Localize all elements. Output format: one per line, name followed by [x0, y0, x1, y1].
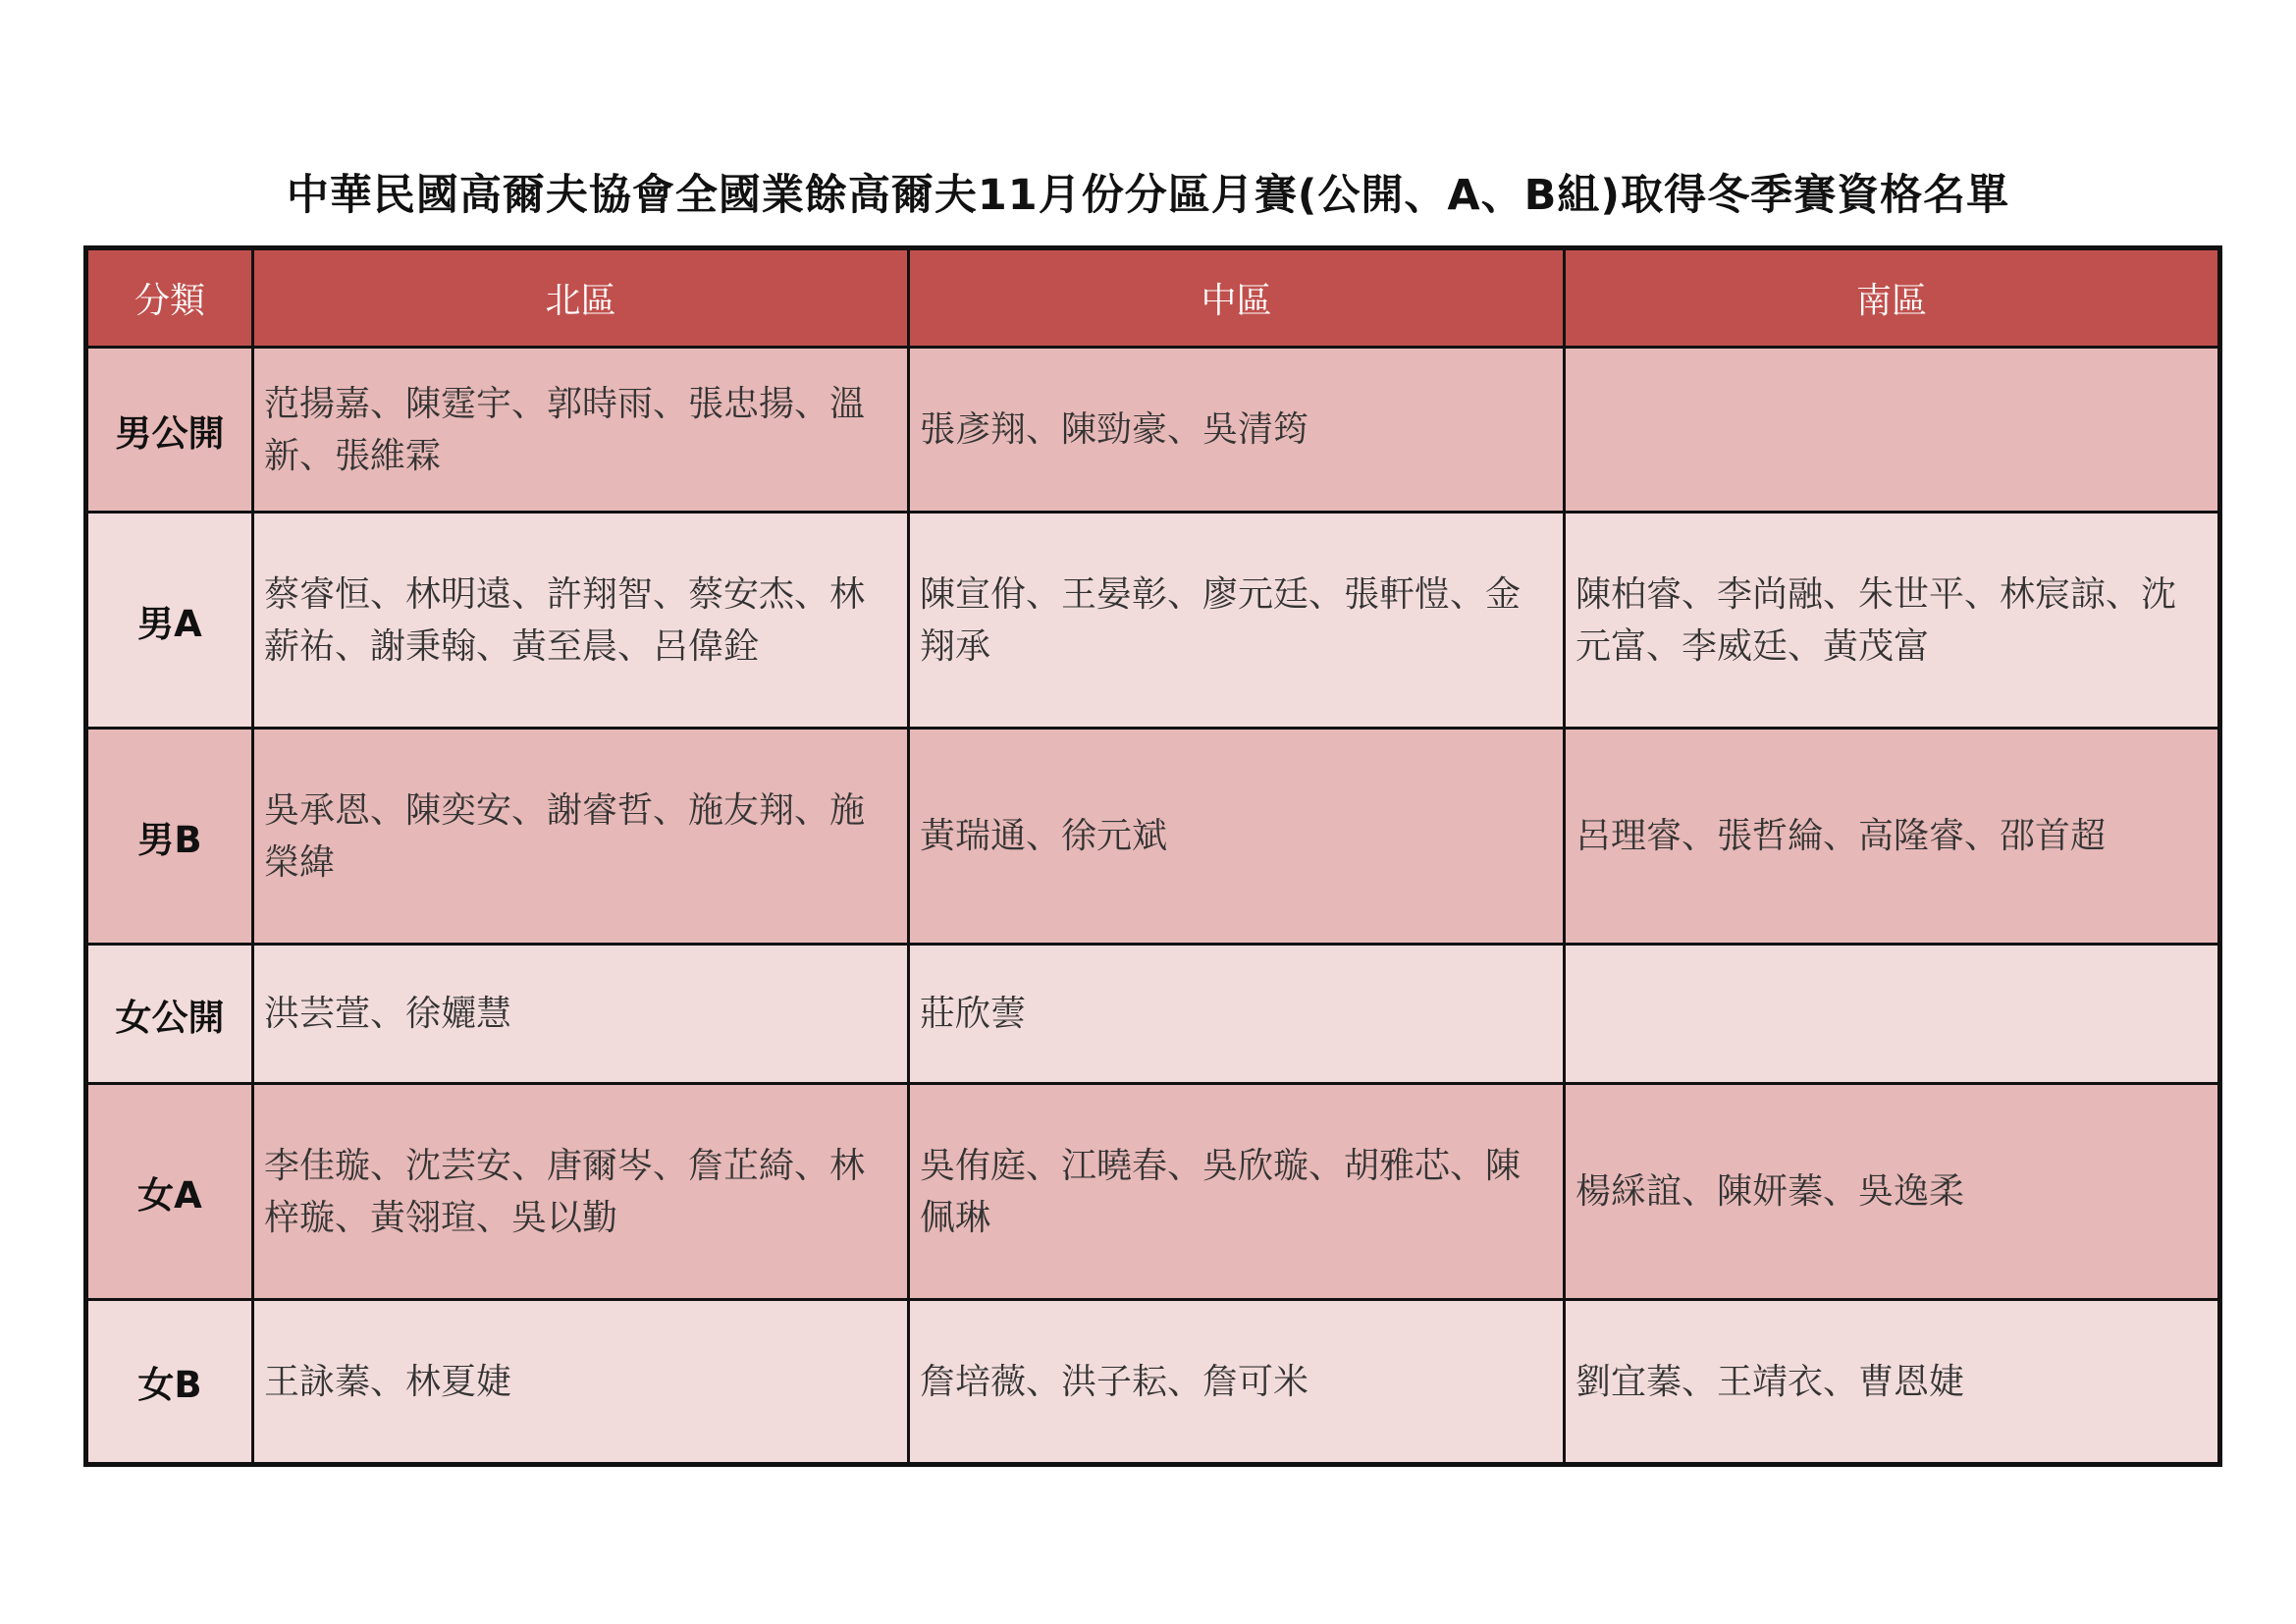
- north-names: 吳承恩、陳奕安、謝睿哲、施友翔、施榮緯: [253, 729, 909, 945]
- table-row: [86, 1300, 2220, 1465]
- page-title: 中華民國高爾夫協會全國業餘高爾夫11月份分區月賽(公開、A、B組)取得冬季賽資格名單: [286, 171, 2010, 220]
- central-names: 詹培薇、洪子耘、詹可米: [909, 1300, 1565, 1465]
- row-category: 女B: [86, 1300, 253, 1465]
- central-names: 黃瑞通、徐元斌: [909, 729, 1565, 945]
- central-names: 吳侑庭、江曉春、吳欣璇、胡雅芯、陳佩琳: [909, 1084, 1565, 1300]
- south-names: [1565, 348, 2220, 513]
- south-names: [1565, 945, 2220, 1084]
- table-row: [86, 513, 2220, 729]
- table-row: [86, 1084, 2220, 1300]
- header-north: 北區: [253, 248, 909, 348]
- central-names: 張彥翔、陳勁豪、吳清筠: [909, 348, 1565, 513]
- south-names: 楊綵誼、陳妍蓁、吳逸柔: [1565, 1084, 2220, 1300]
- north-names: 蔡睿恒、林明遠、許翔智、蔡安杰、林薪祐、謝秉翰、黃至晨、呂偉銓: [253, 513, 909, 729]
- header-central: 中區: [909, 248, 1565, 348]
- row-category: 男B: [86, 729, 253, 945]
- row-category: 女A: [86, 1084, 253, 1300]
- north-names: 洪芸萱、徐孋慧: [253, 945, 909, 1084]
- row-category: 女公開: [86, 945, 253, 1084]
- table-row: [86, 348, 2220, 513]
- row-category: 男A: [86, 513, 253, 729]
- north-names: 范揚嘉、陳霆宇、郭時雨、張忠揚、溫新、張維霖: [253, 348, 909, 513]
- south-names: 劉宜蓁、王靖衣、曹恩婕: [1565, 1300, 2220, 1465]
- north-names: 王詠蓁、林夏婕: [253, 1300, 909, 1465]
- header-south: 南區: [1565, 248, 2220, 348]
- row-category: 男公開: [86, 348, 253, 513]
- south-names: 陳柏睿、李尚融、朱世平、林宸諒、沈元富、李威廷、黃茂富: [1565, 513, 2220, 729]
- table-row: [86, 945, 2220, 1084]
- table-header-row: [86, 248, 2220, 348]
- south-names: 呂理睿、張哲綸、高隆睿、邵首超: [1565, 729, 2220, 945]
- table-row: [86, 729, 2220, 945]
- north-names: 李佳璇、沈芸安、唐爾岑、詹芷綺、林梓璇、黃翎瑄、吳以勤: [253, 1084, 909, 1300]
- central-names: 莊欣蕓: [909, 945, 1565, 1084]
- header-category: 分類: [86, 248, 253, 348]
- central-names: 陳宣佾、王晏彰、廖元廷、張軒愷、金翔承: [909, 513, 1565, 729]
- qualification-table: [83, 245, 2222, 1467]
